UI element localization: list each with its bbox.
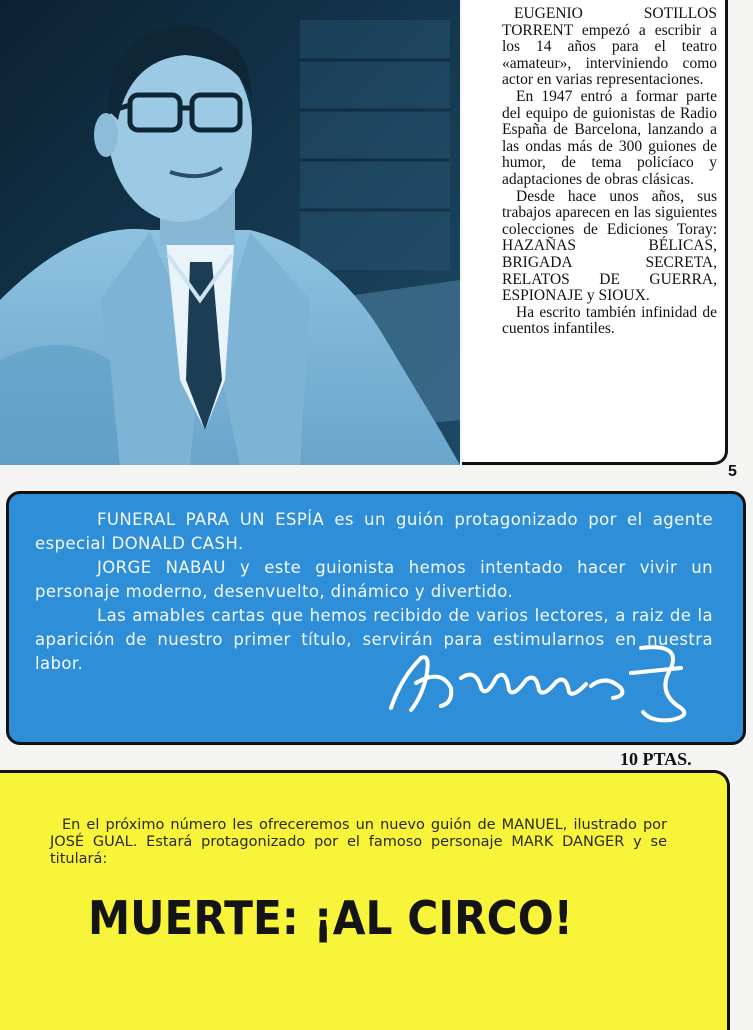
note-paragraph: JORGE NABAU y este guionista hemos intentado hacer vivir un personaje moderno, desenvuelto, dinámico y divertido. (35, 558, 713, 601)
next-issue-title: MUERTE: ¡AL CIRCO! (88, 891, 573, 945)
note-paragraph: FUNERAL PARA UN ESPÍA es un guión protagonizado por el agente especial DONALD CASH. (35, 510, 713, 553)
bio-paragraph: Desde hace unos años, sus trabajos aparecen en las siguientes colecciones de Ediciones Toray: HAZAÑAS BÉLICAS, BRIGADA SECRETA, RELATOS DE GUERRA, ESPIONAJE y SIOUX. (502, 187, 717, 305)
editorial-note (6, 491, 746, 745)
next-issue-box (0, 770, 730, 1030)
page-number: 5 (728, 463, 737, 480)
author-bio (462, 0, 728, 465)
bio-paragraph: En 1947 entró a formar parte del equipo de guionistas de Radio España de Barcelona, lanzando a las ondas más de 300 guiones de humor, de tema policíaco y adaptaciones de obras clásicas. (502, 87, 717, 188)
bio-paragraph: EUGENIO SOTILLOS TORRENT empezó a escribir a los 14 años para el teatro «amateur», interviniendo como actor en varias representaciones. (502, 5, 717, 89)
author-photo (0, 0, 460, 465)
next-issue-text: En el próximo número les ofreceremos un nuevo guión de MANUEL, ilustrado por JOSÉ GUAL. Estará protagonizado por el famoso personaje MARK DANGER y se titulará: (50, 817, 667, 867)
author-portrait (0, 0, 460, 465)
bio-paragraph: Ha escrito también infinidad de cuentos infantiles. (502, 303, 717, 338)
note-paragraph: Las amables cartas que hemos recibido de varios lectores, a raiz de la aparición de nuestro primer título, servirán para estimularnos en nuestra labor. (35, 606, 713, 673)
price-label: 10 PTAS. (620, 749, 692, 769)
signature-icon (381, 638, 711, 728)
